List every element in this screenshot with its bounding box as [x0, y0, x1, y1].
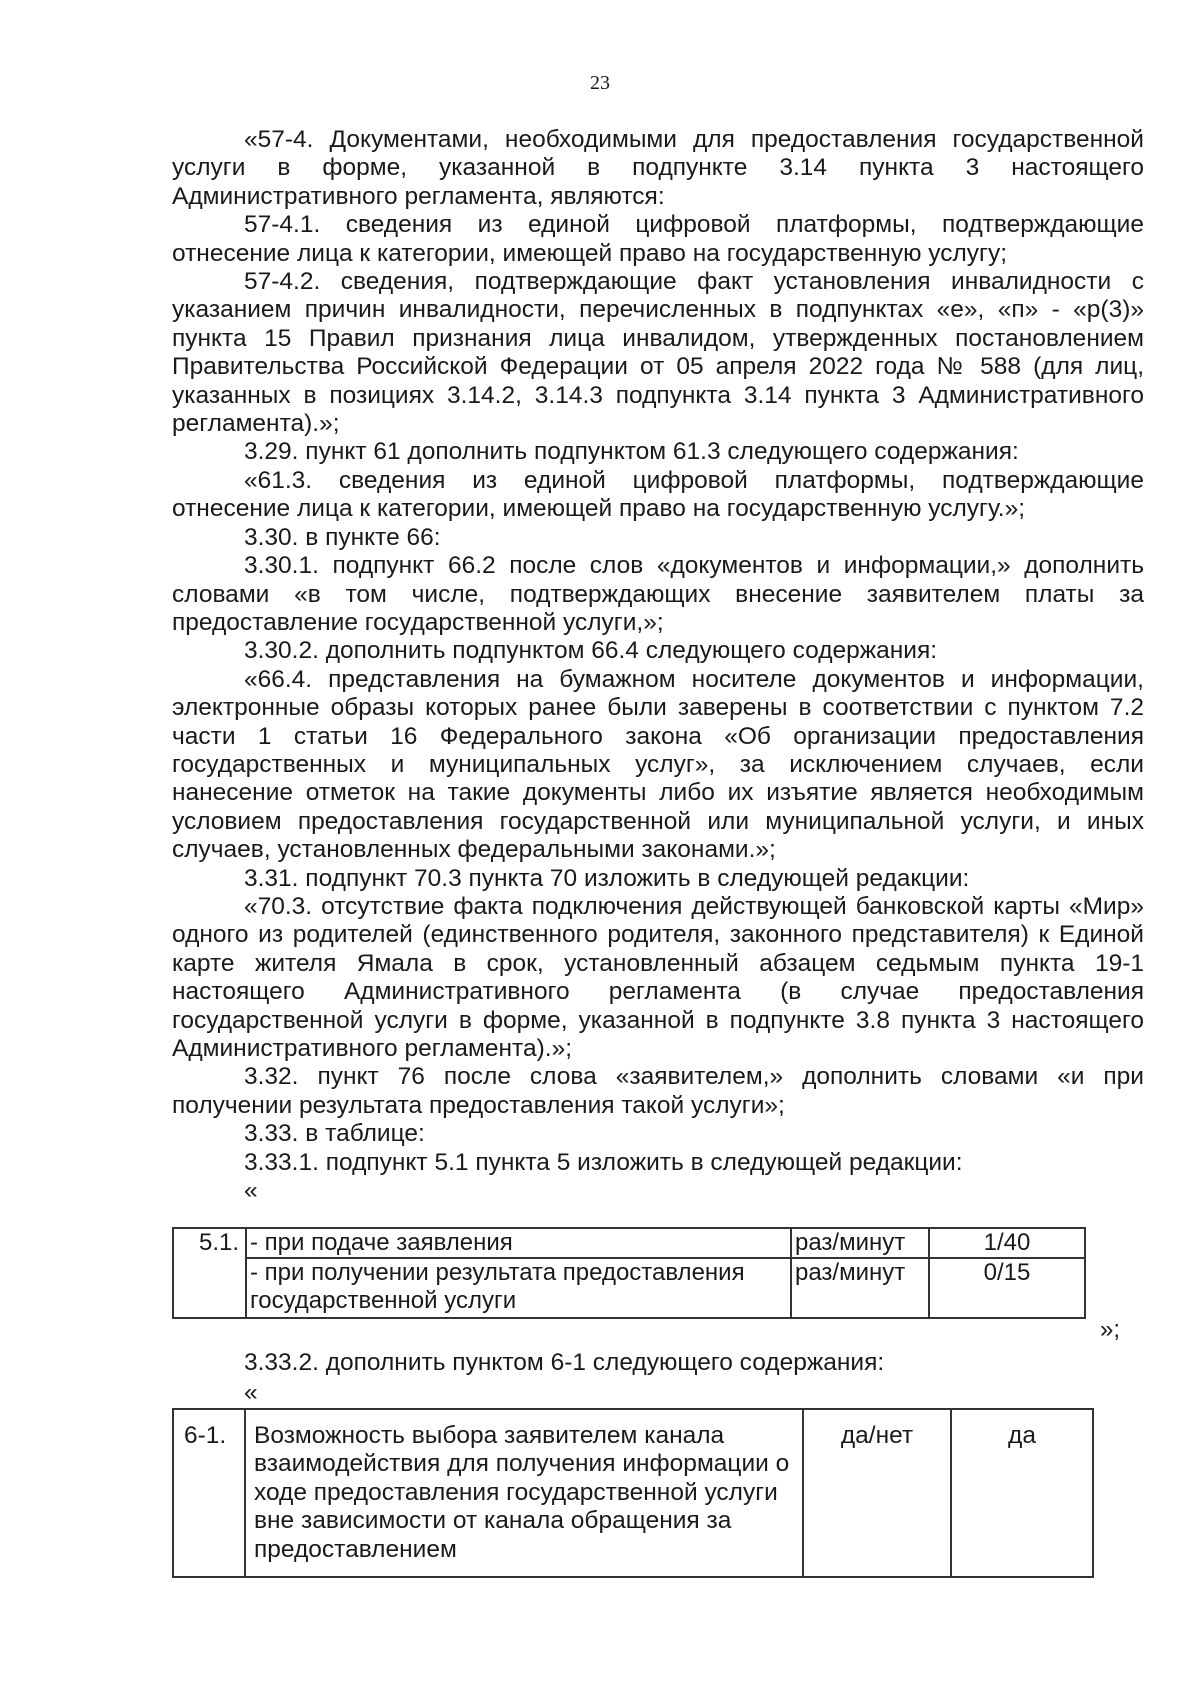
- paragraph-3-33-1: 3.33.1. подпункт 5.1 пункта 5 изложить в следующей редакции:: [244, 1148, 963, 1176]
- table-cell-value: да: [951, 1409, 1093, 1577]
- table-row: [173, 1228, 1085, 1258]
- paragraph-3-33: 3.33. в таблице:: [244, 1120, 425, 1148]
- quote-close-mark: »;: [1100, 1316, 1121, 1343]
- paragraph-3-31: 3.31. подпункт 70.3 пункта 70 изложить в следующей редакции:: [244, 864, 970, 892]
- paragraph-66-4: «66.4. представления на бумажном носителе документов и информации, электронные образы которых ранее были заверены в соответствии с пунктом 7.2 части 1 статьи 16 Федерального закона «Об организации предоставления государственных и муниципальных услуг», за исключением случаев, если нанесение отметок на такие документы либо их изъятие является необходимым условием предоставления государственной или муниципальной услуги, и иных случаев, установленных федеральными законами.»;: [172, 665, 1144, 864]
- table-cell-number: 5.1.: [173, 1228, 246, 1258]
- paragraph-57-4-2: 57-4.2. сведения, подтверждающие факт установления инвалидности с указанием причин инвалидности, перечисленных в подпунктах «е», «п» - «р(3)» пункта 15 Правил признания лица инвалидом, утвержденных постановлением Правительства Российской Федерации от 05 апреля 2022 года № 588 (для лиц, указанных в позициях 3.14.2, 3.14.3 подпункта 3.14 пункта 3 Административного регламента).»;: [172, 268, 1144, 438]
- paragraph-3-29: 3.29. пункт 61 дополнить подпунктом 61.3 следующего содержания:: [244, 438, 1019, 466]
- table-cell-text: - при получении результата предоставления государственной услуги: [246, 1258, 791, 1318]
- paragraph-57-4: «57-4. Документами, необходимыми для предоставления государственной услуги в форме, указанной в подпункте 3.14 пункта 3 настоящего Административного регламента, являются:: [172, 126, 1144, 210]
- table-cell-value: 1/40: [929, 1228, 1085, 1258]
- paragraph-3-30: 3.30. в пункте 66:: [244, 523, 441, 551]
- table-cell-number-empty: [173, 1258, 246, 1318]
- document-body: [172, 126, 1144, 1205]
- paragraph-61-3: «61.3. сведения из единой цифровой платформы, подтверждающие отнесение лица к категории, имеющей право на государственную услугу.»;: [172, 466, 1144, 523]
- page-number: 23: [590, 72, 610, 94]
- paragraph-70-3: «70.3. отсутствие факта подключения действующей банковской карты «Мир» одного из родителей (единственного родителя, законного представителя) к Единой карте жителя Ямала в срок, установленный абзацем седьмым пункта 19-1 настоящего Административного регламента (в случае предоставления государственной услуги в форме, указанной в подпункте 3.8 пункта 3 настоящего Административного регламента).»;: [172, 892, 1144, 1062]
- table-item-6-1: [172, 1408, 1094, 1578]
- paragraph-3-33-2: 3.33.2. дополнить пунктом 6-1 следующего содержания:: [244, 1349, 885, 1376]
- table-cell-unit: раз/минут: [791, 1228, 929, 1258]
- table-cell-value: 0/15: [929, 1258, 1085, 1318]
- table-cell-text: Возможность выбора заявителем канала взаимодействия для получения информации о ходе предоставления государственной услуги вне зависимости от канала обращения за предоставлением: [245, 1409, 803, 1577]
- table-row: [173, 1258, 1085, 1318]
- table-row: [173, 1409, 1093, 1577]
- paragraph-3-32: 3.32. пункт 76 после слова «заявителем,» дополнить словами «и при получении результата предоставления такой услуги»;: [172, 1063, 1144, 1119]
- paragraph-3-30-1: 3.30.1. подпункт 66.2 после слов «документов и информации,» дополнить словами «в том числе, подтверждающих внесение заявителем платы за предоставление государственной услуги,»;: [172, 552, 1144, 636]
- quote-open-mark: «: [244, 1177, 258, 1205]
- table-cell-text: - при подаче заявления: [246, 1228, 791, 1258]
- table-cell-unit: да/нет: [803, 1409, 951, 1577]
- table-cell-number: 6-1.: [173, 1409, 245, 1577]
- table-cell-unit: раз/минут: [791, 1258, 929, 1318]
- quote-open-mark-2: «: [244, 1379, 258, 1406]
- table-item-5-1: [172, 1227, 1086, 1319]
- paragraph-3-30-2: 3.30.2. дополнить подпунктом 66.4 следующего содержания:: [244, 637, 938, 665]
- paragraph-57-4-1: 57-4.1. сведения из единой цифровой платформы, подтверждающие отнесение лица к категории, имеющей право на государственную услугу;: [172, 211, 1144, 267]
